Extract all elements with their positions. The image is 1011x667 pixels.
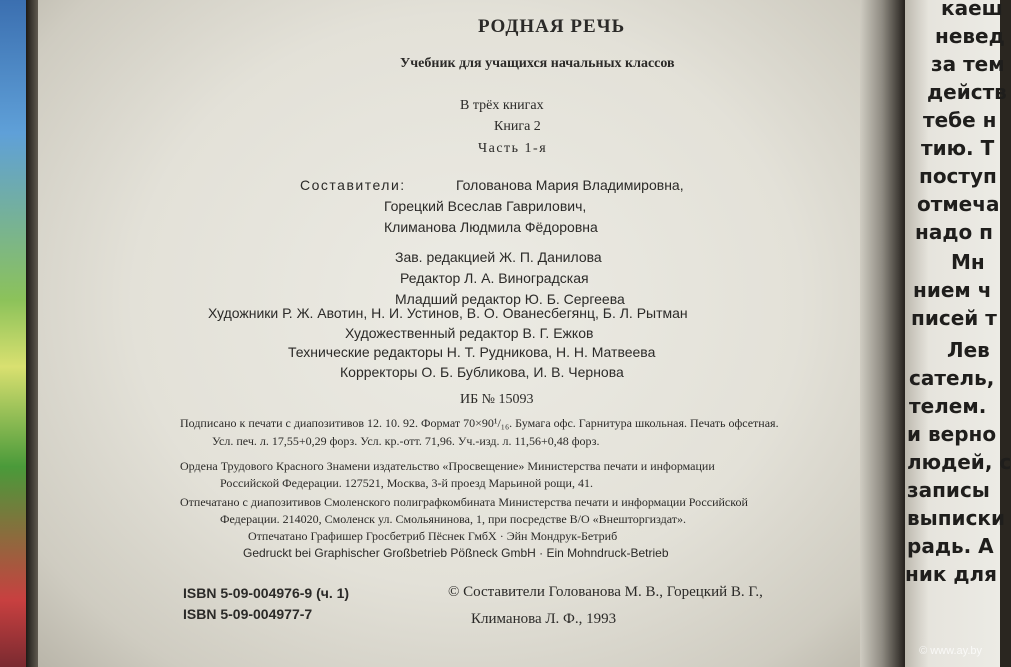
- text-line: тебе н: [923, 108, 997, 132]
- text-line: телем.: [909, 394, 987, 418]
- publisher-line: Gedruckt bei Graphischer Großbetrieb Pößneck GmbH · Ein Mohndruck-Betrieb: [243, 546, 669, 560]
- text-line: тию. Т: [921, 136, 995, 160]
- publisher-line: Отпечатано Графишер Гросбетриб Пёснек ГмбХ · Эйн Мондрук-Бетриб: [248, 529, 618, 543]
- text-line: отмеча: [917, 192, 1000, 216]
- copyright-line: © Составители Голованова М. В., Горецкий В. Г.,: [448, 584, 763, 600]
- text-line: надо п: [915, 220, 993, 244]
- part-number: Часть 1-я: [478, 141, 548, 156]
- compilers-label: Составители:: [300, 177, 406, 193]
- staff-line: Младший редактор Ю. Б. Сергеева: [395, 291, 625, 307]
- copyright-line: Климанова Л. Ф., 1993: [471, 611, 617, 627]
- text-line: Лев: [947, 338, 990, 362]
- watermark: © www.ay.by: [919, 645, 982, 657]
- publisher-line: Федерации. 214020, Смоленск ул. Смольянинова, 1, при посредстве В/О «Внешторгиздат».: [220, 512, 686, 526]
- publisher-line: Российской Федерации. 127521, Москва, 3-й проезд Марьиной рощи, 41.: [220, 476, 593, 490]
- book-number: Книга 2: [494, 119, 541, 134]
- staff-line: Редактор Л. А. Виноградская: [400, 270, 589, 286]
- text-line: людей, с: [907, 450, 1011, 474]
- ib-number: ИБ № 15093: [460, 392, 534, 407]
- staff-line: Технические редакторы Н. Т. Рудникова, Н. Н. Матвеева: [288, 344, 656, 360]
- compiler-1: Голованова Мария Владимировна,: [456, 177, 684, 193]
- staff-line: Художники Р. Ж. Авотин, Н. И. Устинов, В. О. Ованесбегянц, Б. Л. Рытман: [208, 305, 688, 321]
- isbn-part: ISBN 5-09-004976-9 (ч. 1): [183, 585, 350, 601]
- staff-line: Художественный редактор В. Г. Ежков: [345, 325, 594, 341]
- isbn-set: ISBN 5-09-004977-7: [183, 606, 313, 622]
- text-line: поступ: [919, 164, 997, 188]
- staff-line: Корректоры О. Б. Бубликова, И. В. Чернова: [340, 364, 624, 380]
- text-line: радь. А: [907, 534, 994, 558]
- text-line: ник для: [905, 562, 998, 586]
- imprint-page: [38, 0, 896, 667]
- text-line: писей т: [911, 306, 997, 330]
- text-line: записы: [907, 478, 990, 502]
- text-line: нием ч: [913, 278, 992, 302]
- books-count: В трёх книгах: [460, 98, 544, 113]
- print-info-line: Усл. печ. л. 17,55+0,29 форз. Усл. кр.-отт. 71,96. Уч.-изд. л. 11,56+0,48 форз.: [212, 434, 600, 448]
- facing-page: [905, 0, 1011, 667]
- text-line: каеш: [941, 0, 1003, 20]
- text-line: невед: [935, 24, 1005, 48]
- text-line: за тем: [931, 52, 1005, 76]
- print-info-line: Подписано к печати с диапозитивов 12. 10. 92. Формат 70×90¹/₁₆. Бумага офс. Гарнитура школьная. Печать офсетная.: [180, 416, 779, 430]
- text-line: Мн: [951, 250, 985, 274]
- compiler-2: Горецкий Всеслав Гаврилович,: [384, 198, 587, 214]
- text-line: выписки: [907, 506, 1006, 530]
- text-line: и верно: [907, 422, 997, 446]
- staff-line: Зав. редакцией Ж. П. Данилова: [395, 249, 602, 265]
- publisher-line: Ордена Трудового Красного Знамени издательство «Просвещение» Министерства печати и информации: [180, 459, 715, 473]
- text-line: действ: [927, 80, 1007, 104]
- compiler-3: Климанова Людмила Фёдоровна: [384, 219, 598, 235]
- book-title: РОДНАЯ РЕЧЬ: [478, 16, 626, 37]
- publisher-line: Отпечатано с диапозитивов Смоленского полиграфкомбината Министерства печати и информации Российской: [180, 495, 748, 509]
- text-line: сатель,: [909, 366, 995, 390]
- book-subtitle: Учебник для учащихся начальных классов: [400, 56, 675, 71]
